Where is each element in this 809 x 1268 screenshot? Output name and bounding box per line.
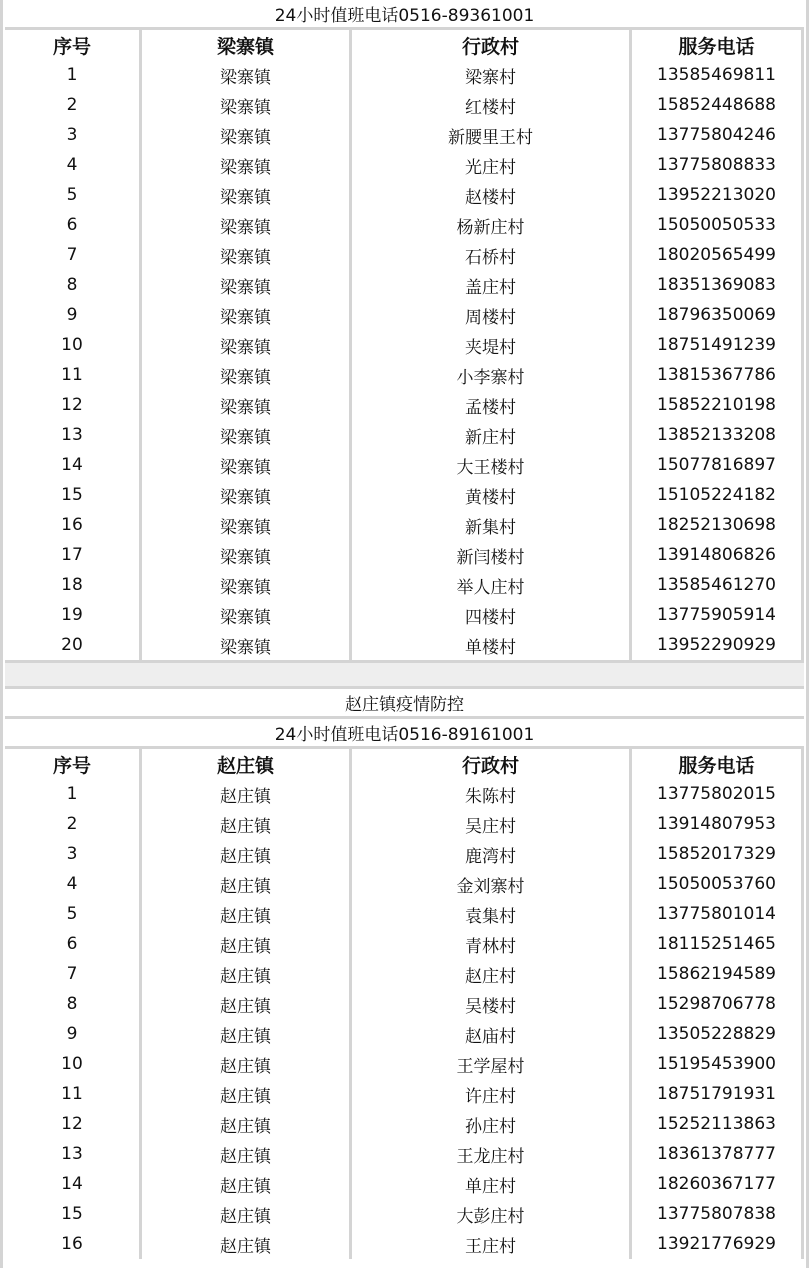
cell-index: 17 xyxy=(5,540,139,570)
cell-town: 赵庄镇 xyxy=(142,1109,349,1139)
cell-town: 梁寨镇 xyxy=(142,180,349,210)
table-row xyxy=(5,1139,804,1169)
cell-index: 6 xyxy=(5,929,139,959)
cell-phone: 13914806826 xyxy=(632,540,801,570)
cell-village: 朱陈村 xyxy=(352,779,629,809)
cell-village: 孙庄村 xyxy=(352,1109,629,1139)
cell-index: 12 xyxy=(5,390,139,420)
table-row xyxy=(5,929,804,959)
cell-town: 赵庄镇 xyxy=(142,779,349,809)
cell-index: 3 xyxy=(5,120,139,150)
table-row xyxy=(5,1049,804,1079)
table-row xyxy=(5,240,804,270)
cell-phone: 18252130698 xyxy=(632,510,801,540)
cell-phone: 18020565499 xyxy=(632,240,801,270)
cell-village: 王庄村 xyxy=(352,1229,629,1259)
cell-village: 鹿湾村 xyxy=(352,839,629,869)
cell-phone: 13815367786 xyxy=(632,360,801,390)
cell-phone: 15050053760 xyxy=(632,869,801,899)
cell-phone: 15105224182 xyxy=(632,480,801,510)
table-row xyxy=(5,1079,804,1109)
cell-town: 梁寨镇 xyxy=(142,480,349,510)
header-index: 序号 xyxy=(5,30,139,60)
cell-index: 10 xyxy=(5,330,139,360)
cell-index: 8 xyxy=(5,989,139,1019)
cell-town: 赵庄镇 xyxy=(142,1139,349,1169)
cell-town: 赵庄镇 xyxy=(142,809,349,839)
cell-village: 四楼村 xyxy=(352,600,629,630)
table-row xyxy=(5,330,804,360)
cell-phone: 13952213020 xyxy=(632,180,801,210)
cell-town: 赵庄镇 xyxy=(142,1019,349,1049)
cell-phone: 18351369083 xyxy=(632,270,801,300)
cell-village: 举人庄村 xyxy=(352,570,629,600)
table-row xyxy=(5,959,804,989)
cell-village: 盖庄村 xyxy=(352,270,629,300)
cell-index: 16 xyxy=(5,510,139,540)
cell-index: 12 xyxy=(5,1109,139,1139)
table-row xyxy=(5,90,804,120)
table-row xyxy=(5,510,804,540)
cell-town: 赵庄镇 xyxy=(142,899,349,929)
cell-town: 赵庄镇 xyxy=(142,1199,349,1229)
cell-index: 3 xyxy=(5,839,139,869)
cell-index: 15 xyxy=(5,1199,139,1229)
cell-phone: 15298706778 xyxy=(632,989,801,1019)
cell-town: 赵庄镇 xyxy=(142,1229,349,1259)
cell-index: 13 xyxy=(5,420,139,450)
table-row xyxy=(5,480,804,510)
cell-village: 吴楼村 xyxy=(352,989,629,1019)
table-row xyxy=(5,420,804,450)
cell-village: 王龙庄村 xyxy=(352,1139,629,1169)
cell-index: 1 xyxy=(5,779,139,809)
cell-phone: 15852448688 xyxy=(632,90,801,120)
cell-phone: 13852133208 xyxy=(632,420,801,450)
cell-village: 大彭庄村 xyxy=(352,1199,629,1229)
cell-town: 梁寨镇 xyxy=(142,330,349,360)
cell-phone: 13585469811 xyxy=(632,60,801,90)
cell-index: 1 xyxy=(5,60,139,90)
header-town: 赵庄镇 xyxy=(142,749,349,779)
cell-town: 赵庄镇 xyxy=(142,1169,349,1199)
table-row xyxy=(5,630,804,660)
cell-village: 许庄村 xyxy=(352,1079,629,1109)
cell-phone: 15852017329 xyxy=(632,839,801,869)
cell-town: 梁寨镇 xyxy=(142,540,349,570)
cell-town: 梁寨镇 xyxy=(142,60,349,90)
table-row xyxy=(5,360,804,390)
cell-index: 7 xyxy=(5,959,139,989)
cell-town: 梁寨镇 xyxy=(142,570,349,600)
table-row xyxy=(5,540,804,570)
cell-phone: 18751491239 xyxy=(632,330,801,360)
cell-index: 16 xyxy=(5,1229,139,1259)
cell-village: 梁寨村 xyxy=(352,60,629,90)
table-header-row xyxy=(5,30,804,60)
cell-town: 赵庄镇 xyxy=(142,869,349,899)
cell-index: 11 xyxy=(5,1079,139,1109)
section-divider xyxy=(5,660,804,689)
cell-phone: 13775808833 xyxy=(632,150,801,180)
cell-phone: 15195453900 xyxy=(632,1049,801,1079)
cell-town: 梁寨镇 xyxy=(142,420,349,450)
cell-town: 梁寨镇 xyxy=(142,360,349,390)
cell-village: 赵楼村 xyxy=(352,180,629,210)
cell-phone: 13775804246 xyxy=(632,120,801,150)
cell-index: 20 xyxy=(5,630,139,660)
table-row xyxy=(5,450,804,480)
cell-village: 新集村 xyxy=(352,510,629,540)
cell-village: 红楼村 xyxy=(352,90,629,120)
cell-town: 梁寨镇 xyxy=(142,300,349,330)
table-row xyxy=(5,809,804,839)
cell-village: 夹堤村 xyxy=(352,330,629,360)
cell-town: 赵庄镇 xyxy=(142,929,349,959)
cell-town: 赵庄镇 xyxy=(142,1049,349,1079)
cell-village: 吴庄村 xyxy=(352,809,629,839)
cell-village: 金刘寨村 xyxy=(352,869,629,899)
cell-village: 大王楼村 xyxy=(352,450,629,480)
header-village: 行政村 xyxy=(352,749,629,779)
cell-phone: 15852210198 xyxy=(632,390,801,420)
table-row xyxy=(5,989,804,1019)
table-row xyxy=(5,180,804,210)
table-row xyxy=(5,300,804,330)
cell-village: 单楼村 xyxy=(352,630,629,660)
cell-phone: 15252113863 xyxy=(632,1109,801,1139)
table-row xyxy=(5,839,804,869)
cell-index: 5 xyxy=(5,180,139,210)
cell-village: 周楼村 xyxy=(352,300,629,330)
cell-phone: 13952290929 xyxy=(632,630,801,660)
table-row xyxy=(5,1109,804,1139)
table-row xyxy=(5,1199,804,1229)
cell-town: 梁寨镇 xyxy=(142,390,349,420)
cell-town: 梁寨镇 xyxy=(142,450,349,480)
cell-index: 13 xyxy=(5,1139,139,1169)
table-header-row xyxy=(5,749,804,779)
header-index: 序号 xyxy=(5,749,139,779)
table-row xyxy=(5,1019,804,1049)
cell-phone: 13775807838 xyxy=(632,1199,801,1229)
cell-index: 18 xyxy=(5,570,139,600)
cell-phone: 18361378777 xyxy=(632,1139,801,1169)
cell-town: 赵庄镇 xyxy=(142,839,349,869)
table-row xyxy=(5,899,804,929)
table-row xyxy=(5,1229,804,1259)
cell-index: 19 xyxy=(5,600,139,630)
section1-hotline: 24小时值班电话0516-89361001 xyxy=(5,0,804,30)
cell-phone: 18751791931 xyxy=(632,1079,801,1109)
cell-village: 光庄村 xyxy=(352,150,629,180)
cell-phone: 18796350069 xyxy=(632,300,801,330)
cell-village: 杨新庄村 xyxy=(352,210,629,240)
cell-phone: 13585461270 xyxy=(632,570,801,600)
cell-index: 9 xyxy=(5,300,139,330)
cell-phone: 15077816897 xyxy=(632,450,801,480)
header-village: 行政村 xyxy=(352,30,629,60)
table-row xyxy=(5,390,804,420)
cell-index: 2 xyxy=(5,809,139,839)
cell-phone: 13921776929 xyxy=(632,1229,801,1259)
cell-phone: 15050050533 xyxy=(632,210,801,240)
cell-index: 8 xyxy=(5,270,139,300)
cell-town: 梁寨镇 xyxy=(142,210,349,240)
cell-town: 赵庄镇 xyxy=(142,1079,349,1109)
cell-index: 4 xyxy=(5,869,139,899)
cell-town: 赵庄镇 xyxy=(142,959,349,989)
cell-village: 黄楼村 xyxy=(352,480,629,510)
table-row xyxy=(5,210,804,240)
cell-index: 5 xyxy=(5,899,139,929)
cell-phone: 18115251465 xyxy=(632,929,801,959)
cell-phone: 13775905914 xyxy=(632,600,801,630)
cell-index: 14 xyxy=(5,1169,139,1199)
table-row xyxy=(5,600,804,630)
cell-town: 梁寨镇 xyxy=(142,120,349,150)
cell-index: 11 xyxy=(5,360,139,390)
cell-village: 新腰里王村 xyxy=(352,120,629,150)
cell-phone: 13775801014 xyxy=(632,899,801,929)
cell-town: 梁寨镇 xyxy=(142,600,349,630)
table-row xyxy=(5,120,804,150)
cell-index: 7 xyxy=(5,240,139,270)
cell-village: 赵庙村 xyxy=(352,1019,629,1049)
cell-index: 14 xyxy=(5,450,139,480)
table-row xyxy=(5,1169,804,1199)
cell-phone: 18260367177 xyxy=(632,1169,801,1199)
cell-village: 青林村 xyxy=(352,929,629,959)
cell-town: 梁寨镇 xyxy=(142,150,349,180)
table-row xyxy=(5,869,804,899)
cell-village: 小李寨村 xyxy=(352,360,629,390)
header-phone: 服务电话 xyxy=(632,749,801,779)
cell-village: 石桥村 xyxy=(352,240,629,270)
cell-village: 新庄村 xyxy=(352,420,629,450)
cell-village: 孟楼村 xyxy=(352,390,629,420)
cell-town: 梁寨镇 xyxy=(142,240,349,270)
cell-town: 梁寨镇 xyxy=(142,90,349,120)
cell-village: 王学屋村 xyxy=(352,1049,629,1079)
cell-village: 赵庄村 xyxy=(352,959,629,989)
table-row xyxy=(5,60,804,90)
cell-index: 6 xyxy=(5,210,139,240)
cell-village: 袁集村 xyxy=(352,899,629,929)
cell-village: 单庄村 xyxy=(352,1169,629,1199)
cell-index: 9 xyxy=(5,1019,139,1049)
cell-index: 2 xyxy=(5,90,139,120)
header-town: 梁寨镇 xyxy=(142,30,349,60)
cell-town: 梁寨镇 xyxy=(142,630,349,660)
table-row xyxy=(5,270,804,300)
cell-index: 15 xyxy=(5,480,139,510)
section2-hotline: 24小时值班电话0516-89161001 xyxy=(5,719,804,749)
cell-town: 梁寨镇 xyxy=(142,510,349,540)
cell-index: 4 xyxy=(5,150,139,180)
cell-phone: 13775802015 xyxy=(632,779,801,809)
cell-town: 赵庄镇 xyxy=(142,989,349,1019)
cell-phone: 13914807953 xyxy=(632,809,801,839)
cell-town: 梁寨镇 xyxy=(142,270,349,300)
table-row xyxy=(5,779,804,809)
cell-village: 新闫楼村 xyxy=(352,540,629,570)
cell-index: 10 xyxy=(5,1049,139,1079)
table-row xyxy=(5,150,804,180)
left-border xyxy=(0,0,3,1268)
header-phone: 服务电话 xyxy=(632,30,801,60)
section2-title: 赵庄镇疫情防控 xyxy=(5,689,804,719)
cell-phone: 13505228829 xyxy=(632,1019,801,1049)
table-row xyxy=(5,570,804,600)
cell-phone: 15862194589 xyxy=(632,959,801,989)
